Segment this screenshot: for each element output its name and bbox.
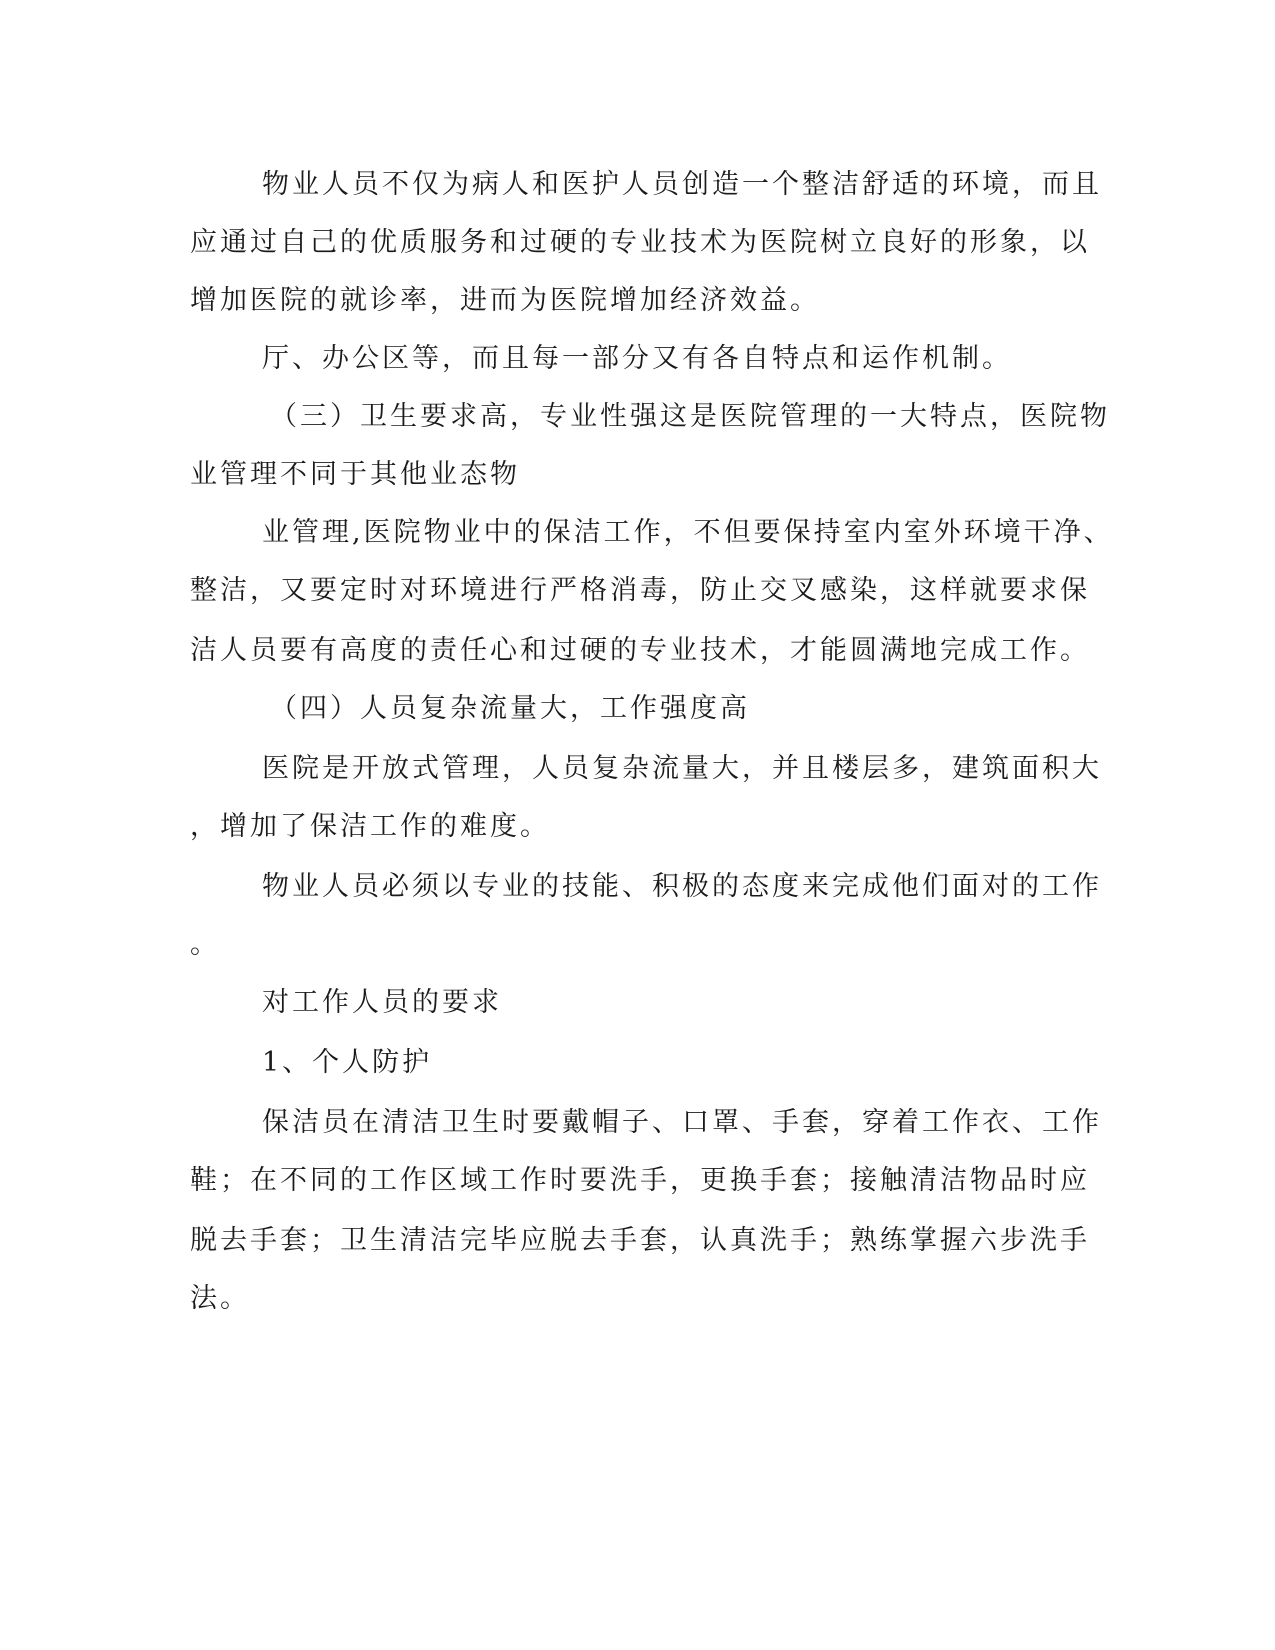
paragraph-line: 整洁，又要定时对环境进行严格消毒，防止交叉感染，这样就要求保 [190, 575, 1090, 606]
paragraph-line: ，增加了保洁工作的难度。 [190, 811, 550, 842]
section-heading: 1、个人防护 [262, 1047, 433, 1078]
paragraph-line: 鞋；在不同的工作区域工作时要洗手，更换手套；接触清洁物品时应 [190, 1165, 1090, 1196]
paragraph-line: 保洁员在清洁卫生时要戴帽子、口罩、手套，穿着工作衣、工作 [262, 1107, 1102, 1138]
paragraph-line: 洁人员要有高度的责任心和过硬的专业技术，才能圆满地完成工作。 [190, 635, 1090, 666]
paragraph-line: 应通过自己的优质服务和过硬的专业技术为医院树立良好的形象，以 [190, 227, 1090, 258]
section-heading: （三）卫生要求高，专业性强这是医院管理的一大特点，医院物 [270, 401, 1110, 432]
paragraph-line: 物业人员不仅为病人和医护人员创造一个整洁舒适的环境，而且 [262, 169, 1102, 200]
section-heading: （四）人员复杂流量大，工作强度高 [270, 693, 750, 724]
paragraph-line: 。 [190, 929, 220, 960]
paragraph-line: 厅、办公区等，而且每一部分又有各自特点和运作机制。 [262, 343, 1012, 374]
paragraph-line: 物业人员必须以专业的技能、积极的态度来完成他们面对的工作 [262, 871, 1102, 902]
section-heading: 对工作人员的要求 [262, 987, 502, 1018]
paragraph-line: 脱去手套；卫生清洁完毕应脱去手套，认真洗手；熟练掌握六步洗手 [190, 1225, 1090, 1256]
paragraph-line: 增加医院的就诊率，进而为医院增加经济效益。 [190, 285, 820, 316]
paragraph-line: 业管理,医院物业中的保洁工作，不但要保持室内室外环境干净、 [262, 517, 1114, 548]
paragraph-line: 医院是开放式管理，人员复杂流量大，并且楼层多，建筑面积大 [262, 753, 1102, 784]
paragraph-line: 法。 [190, 1283, 250, 1314]
paragraph-line: 业管理不同于其他业态物 [190, 459, 520, 490]
